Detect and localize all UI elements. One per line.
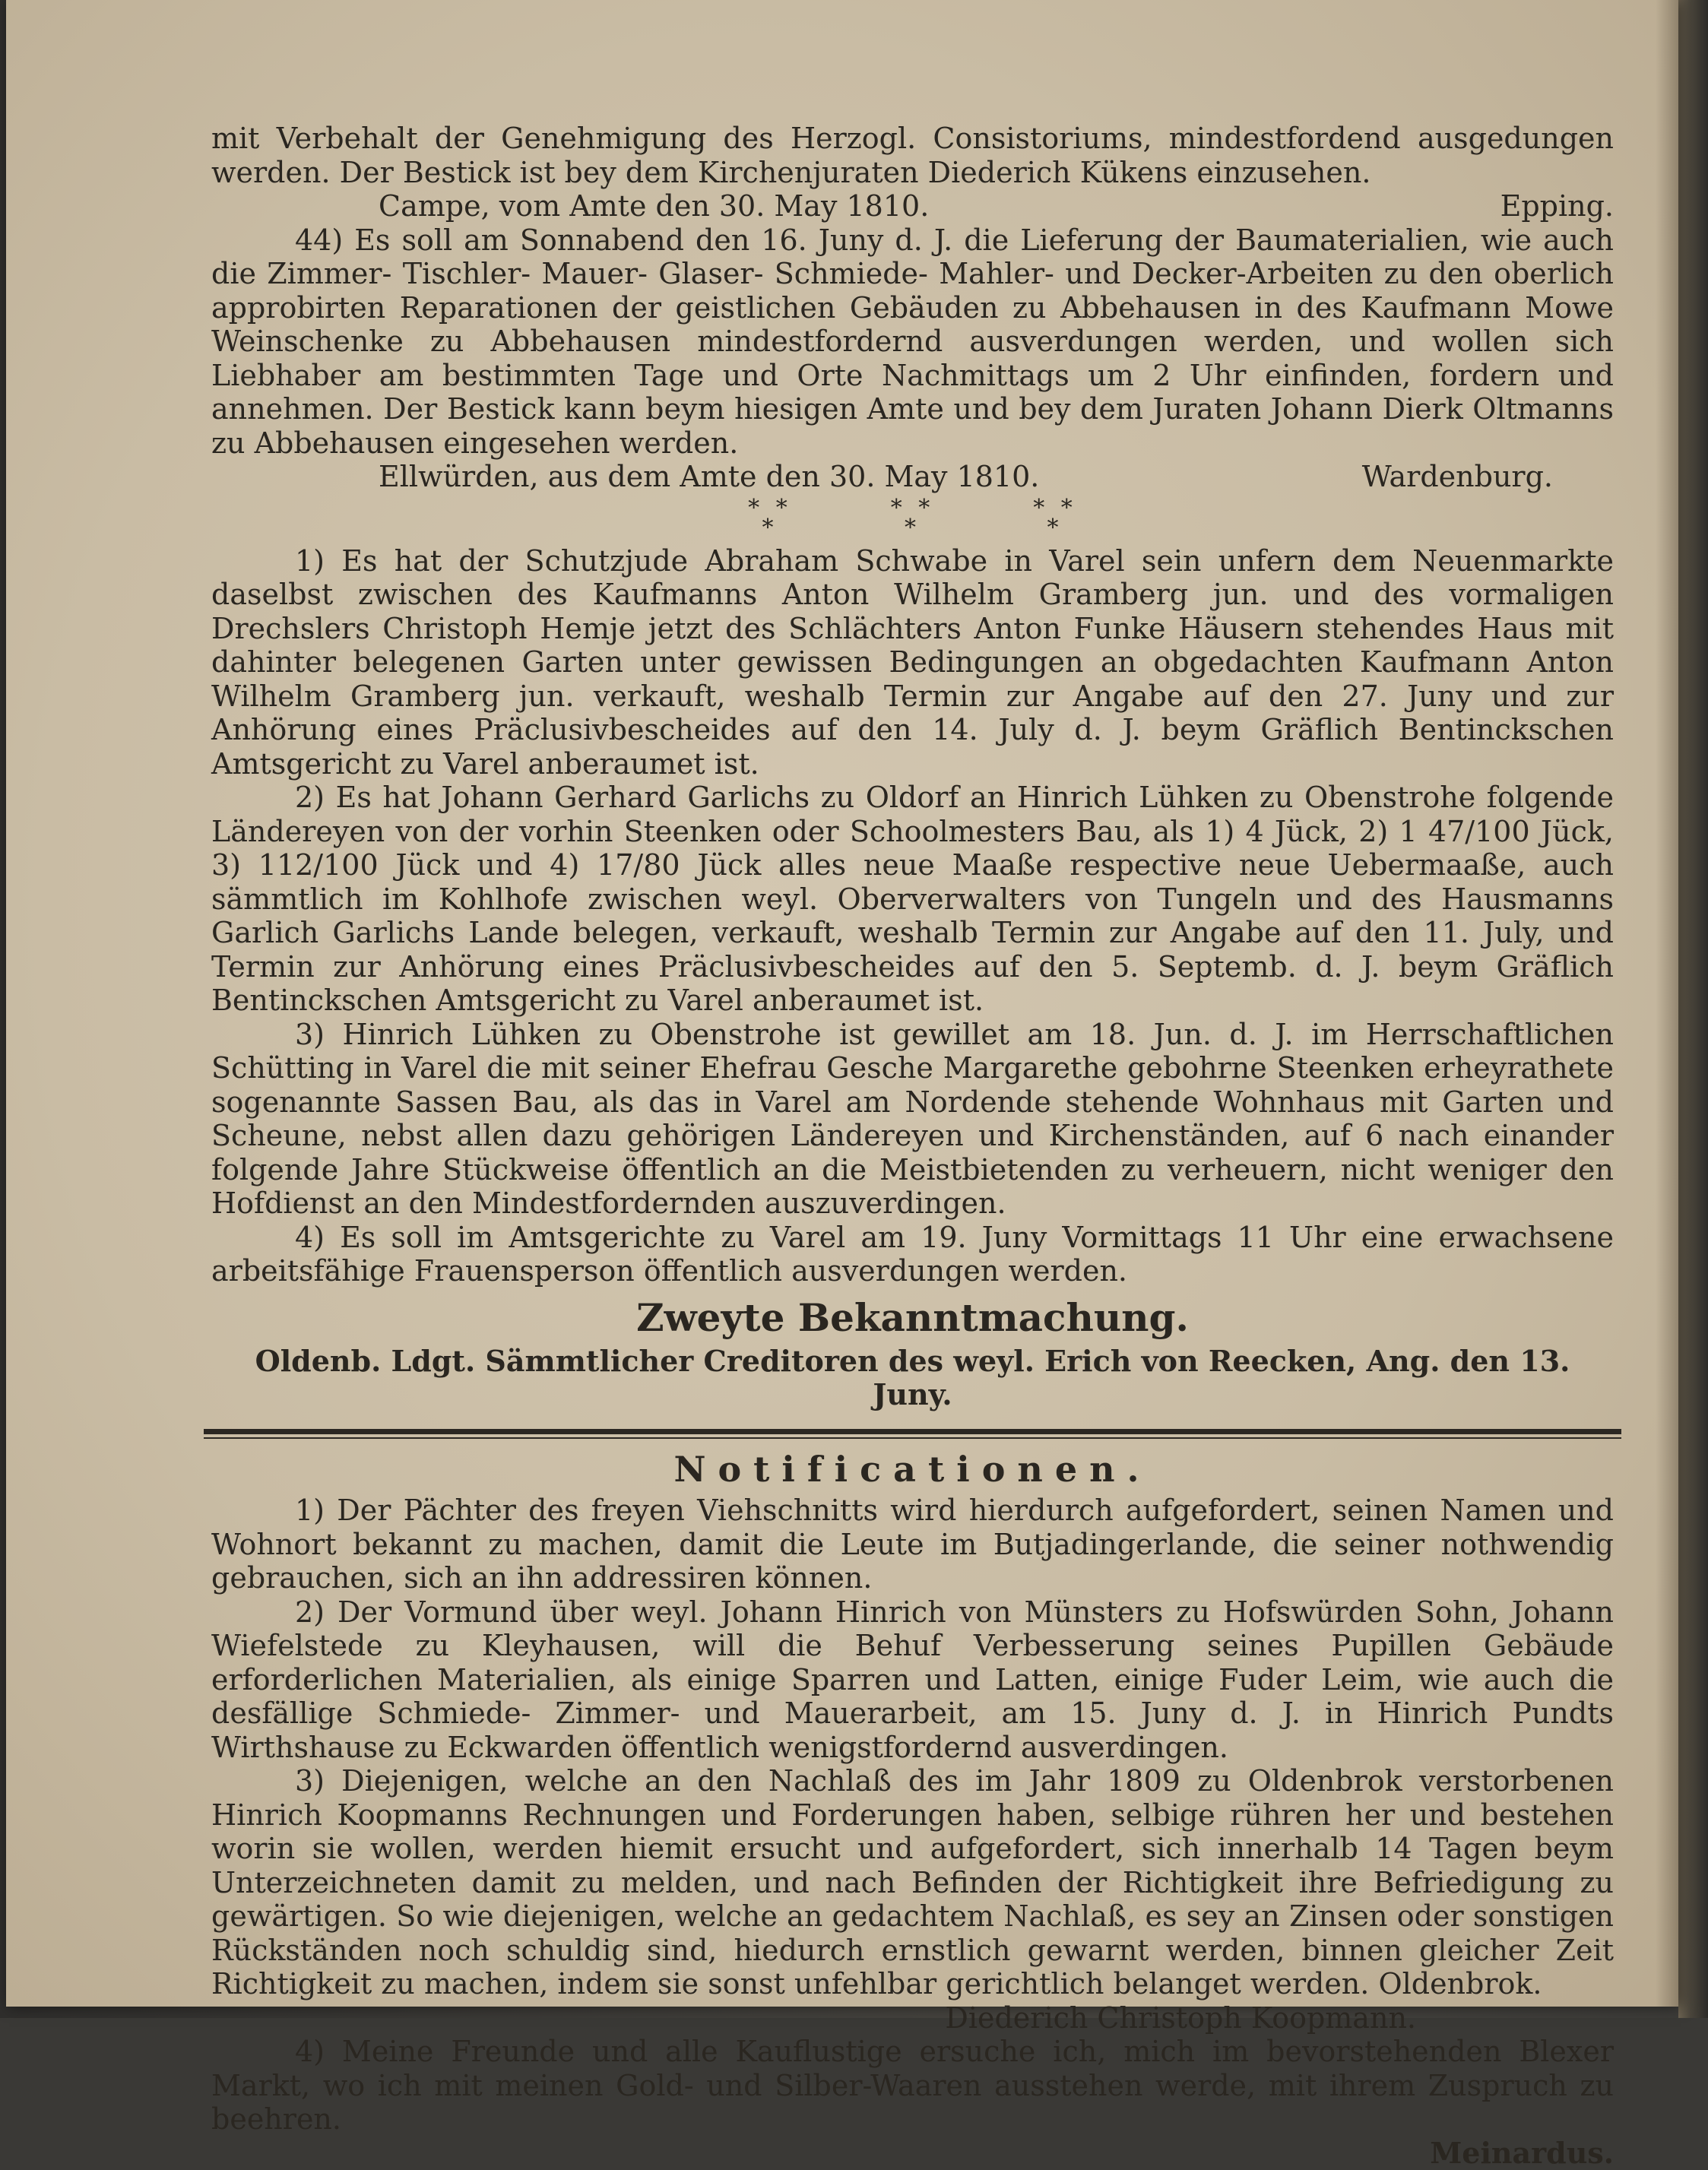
book-spine [1678,0,1708,2018]
campe-signer: Epping. [1500,189,1614,223]
varel-notice-1: 1) Es hat der Schutzjude Abraham Schwabe in Varel sein unfern dem Neuenmarkte daselbst zwischen des Kaufmanns Anton Wilhelm Gramberg jun. und des vormaligen Drechslers Christoph Hemje jetzt des Schlächters Anton Funke Häusern stehendes Haus mit dahinter belegenen Garten unter gewissen Bedingungen an obgedachten Kaufmann Anton Wilhelm Gramberg jun. verkauft, weshalb Termin zur Angabe auf den 27. Juny und zur Anhörung eines Präclusivbescheides auf den 14. July d. J. beym Gräflich Bentinckschen Amtsgericht zu Varel anberaumet ist. [211,544,1614,781]
asterism-1: * * * [748,499,792,538]
notification-4-signer: Meinardus. [211,2137,1614,2170]
campe-place-date: Campe, vom Amte den 30. May 1810. [379,189,929,223]
second-announcement-line: Oldenb. Ldgt. Sämmtlicher Creditoren des weyl. Erich von Reecken, Ang. den 13. Juny. [211,1345,1614,1412]
ellwuerden-signature-line [211,460,1614,494]
second-announcement-heading: Zweyte Bekanntmachung. [211,1296,1614,1340]
notification-4-block [211,2035,1614,2137]
ellwuerden-signer: Wardenburg. [1362,460,1553,494]
notification-3: 3) Diejenigen, welche an den Nachlaß des im Jahr 1809 zu Oldenbrok verstorbenen Hinrich Koopmanns Rechnungen und Forderungen haben, selbige rühren her und bestehen worin sie wollen, werden hiemit ersucht und aufgefordert, sich innerhalb 14 Tagen beym Unterzeichneten damit zu melden, und nach Befinden der Richtigkeit ihre Befriedigung zu gewärtigen. So wie diejenigen, welche an gedachtem Nachlaß, es sey an Zinsen oder sonstigen Rückständen noch schuldig sind, hiedurch ernstlich gewarnt werden, binnen gleicher Zeit Richtigkeit zu machen, indem sie sonst unfehlbar gerichtlich belanget werden. Oldenbrok. [211,1764,1614,2001]
varel-notice-2: 2) Es hat Johann Gerhard Garlichs zu Oldorf an Hinrich Lühken zu Obenstrohe folgende Ländereyen von der vorhin Steenken oder Schoolmesters Bau, als 1) 4 Jück, 2) 1 47/100 Jück, 3) 112/100 Jück und 4) 17/80 Jück alles neue Maaße respective neue Uebermaaße, auch sämmtlich im Kohlhofe zwischen weyl. Oberverwalters von Tungeln und des Hausmanns Garlich Garlichs Lande belegen, verkauft, weshalb Termin zur Angabe auf den 11. July, und Termin zur Anhörung eines Präclusivbescheides auf den 5. Septemb. d. J. beym Gräflich Bentinckschen Amtsgericht zu Varel anberaumet ist. [211,781,1614,1018]
ellwuerden-place-date: Ellwürden, aus dem Amte den 30. May 1810. [379,460,1039,494]
asterism-divider [211,499,1614,538]
notification-4: 4) Meine Freunde und alle Kauflustige ersuche ich, mich im bevorstehenden Blexer Markt, wo ich mit meinen Gold- und Silber-Waaren ausstehen werde, mit ihrem Zuspruch zu beehren. [211,2035,1614,2137]
asterism-2: * * * [891,499,935,538]
notification-1: 1) Der Pächter des freyen Viehschnitts wird hierdurch aufgefordert, seinen Namen und Wohnort bekannt zu machen, damit die Leute im Butjadingerlande, die seiner nothwendig gebrauchen, sich an ihn addressiren können. [211,1494,1614,1595]
asterism-3: * * * [1033,499,1077,538]
page-shadow [1656,0,1678,2007]
notice-44: 44) Es soll am Sonnabend den 16. Juny d. J. die Lieferung der Baumaterialien, wie auch die Zimmer- Tischler- Mauer- Glaser- Schmiede- Mahler- und Decker-Arbeiten zu den oberlich approbirten Reparationen der geistlichen Gebäuden zu Abbehausen in des Kaufmann Mowe Weinschenke zu Abbehausen mindestfordernd ausverdungen werden, und wollen sich Liebhaber am bestimmten Tage und Orte Nachmittags um 2 Uhr einfinden, fordern und annehmen. Der Bestick kann beym hiesigen Amte und bey dem Juraten Johann Dierk Oltmanns zu Abbehausen eingesehen werden. [211,223,1614,461]
opening-paragraph: mit Verbehalt der Genehmigung des Herzogl. Consistoriums, mindestfordend ausgedungen werden. Der Bestick ist bey dem Kirchenjuraten Diederich Kükens einzusehen. [211,122,1614,189]
varel-notice-4: 4) Es soll im Amtsgerichte zu Varel am 19. Juny Vormittags 11 Uhr eine erwachsene arbeitsfähige Frauensperson öffentlich ausverdungen werden. [211,1221,1614,1288]
page-content [211,122,1614,2170]
campe-signature-line [211,189,1614,223]
document-page [6,0,1678,2007]
section-rule [204,1429,1621,1439]
varel-notice-3: 3) Hinrich Lühken zu Obenstrohe ist gewillet am 18. Jun. d. J. im Herrschaftlichen Schütting in Varel die mit seiner Ehefrau Gesche Margarethe gebohrne Steenken erheyrathete sogenannte Sassen Bau, als das in Varel am Nordende stehende Wohnhaus mit Garten und Scheune, nebst allen dazu gehörigen Ländereyen und Kirchenständen, auf 6 nach einander folgende Jahre Stückweise öffentlich an die Meistbietenden zu verheuern, nicht weniger den Hofdienst an den Mindestfordernden auszuverdingen. [211,1018,1614,1221]
notification-2: 2) Der Vormund über weyl. Johann Hinrich von Münsters zu Hofswürden Sohn, Johann Wiefelstede zu Kleyhausen, will die Behuf Verbesserung seines Pupillen Gebäude erforderlichen Materialien, als einige Sparren und Latten, einige Fuder Leim, wie auch die desfällige Schmiede- Zimmer- und Mauerarbeit, am 15. Juny d. J. in Hinrich Pundts Wirthshause zu Eckwarden öffentlich wenigstfordernd ausverdingen. [211,1595,1614,1765]
notification-3-signer: Diederich Christoph Koopmann. [211,2001,1614,2035]
notifications-heading: Notificationen. [211,1452,1614,1487]
